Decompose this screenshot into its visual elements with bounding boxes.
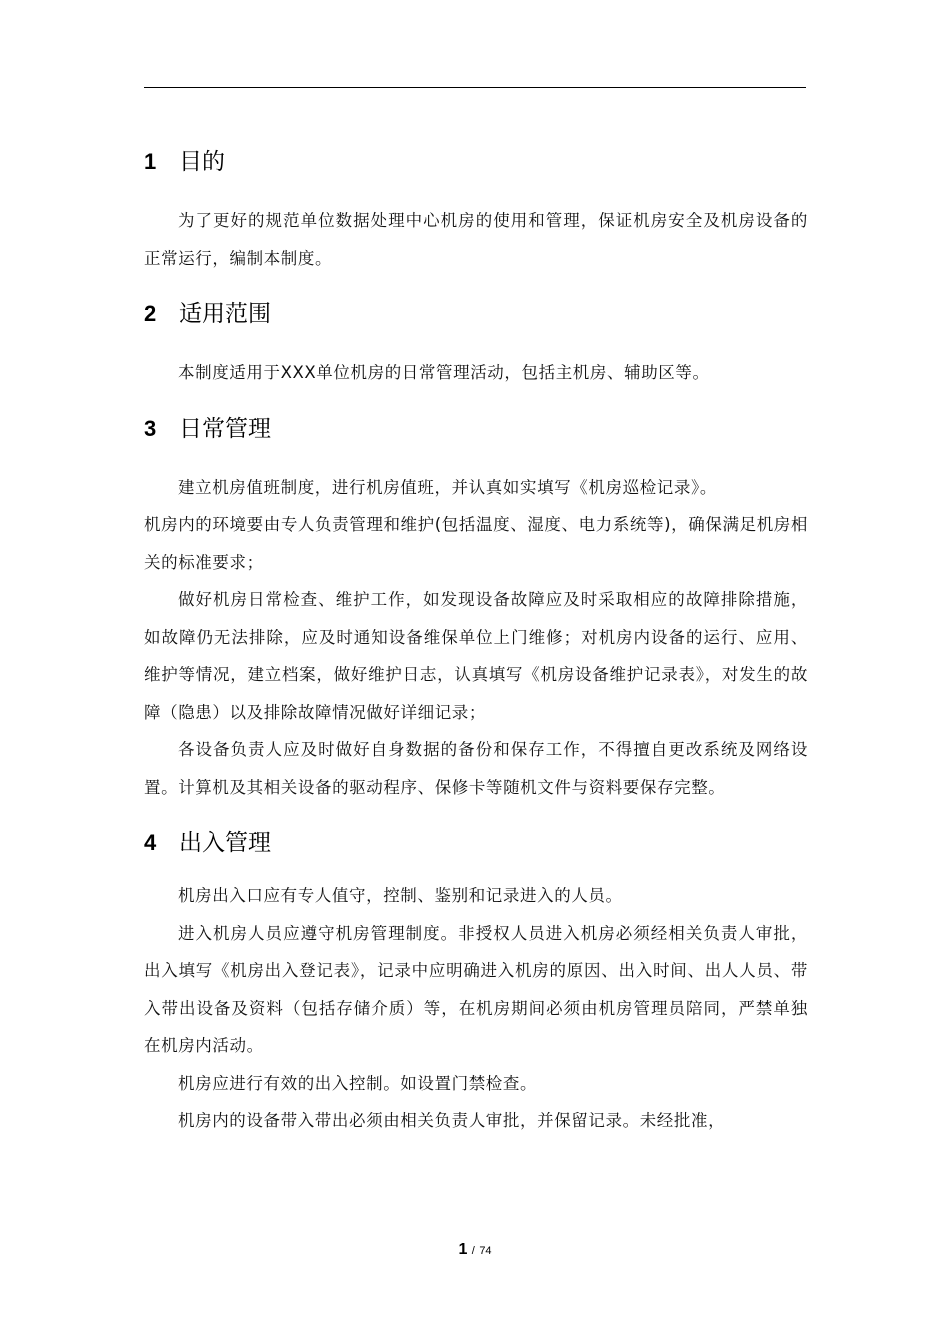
paragraph: 机房出入口应有专人值守，控制、鉴别和记录进入的人员。 [178,886,623,905]
paragraph: 为了更好的规范单位数据处理中心机房的使用和管理，保证机房安全及机房设备的正常运行，编制本制度。 [144,211,808,268]
section-title: 目的 [179,149,225,175]
paragraph: 做好机房日常检查、维护工作，如发现设备故障应及时采取相应的故障排除措施，如故障仍无法排除，应及时通知设备维保单位上门维修；对机房内设备的运行、应用、维护等情况，建立档案，做好维护日志，认真填写《机房设备维护记录表》，对发生的故障（隐患）以及排除故障情况做好详细记录； [144,590,808,722]
section-number: 3 [144,415,157,441]
page-separator: / [471,1245,475,1257]
section-title: 出入管理 [179,830,271,856]
paragraph: 机房应进行有效的出入控制。如设置门禁检查。 [178,1073,538,1093]
section-purpose [144,138,808,290]
section-heading [144,290,808,338]
document-body [144,138,808,1140]
paragraph: 进入机房人员应遵守机房管理制度。非授权人员进入机房必须经相关负责人审批，出入填写《机房出入登记表》，记录中应明确进入机房的原因、出入时间、出人人员、带入带出设备及资料（包括存储介质）等，在机房期间必须由机房管理员陪同，严禁单独在机房内活动。 [144,923,808,1055]
section-heading [144,138,808,186]
paragraph: 机房内的环境要由专人负责管理和维护(包括温度、湿度、电力系统等)，确保满足机房相关的标准要求； [144,515,808,572]
section-heading [144,405,808,453]
header-rule [144,87,806,88]
section-number: 1 [144,149,157,174]
section-title: 适用范围 [179,301,271,327]
section-scope [144,290,808,405]
section-number: 4 [144,830,157,855]
section-daily-management [144,405,808,820]
section-access-management [144,819,808,1140]
page-number [0,1241,950,1259]
section-number: 2 [144,301,157,326]
paragraph: 本制度适用于XXX单位机房的日常管理活动，包括主机房、辅助区等。 [178,363,710,382]
section-title: 日常管理 [179,415,271,442]
paragraph: 机房内的设备带入带出必须由相关负责人审批，并保留记录。未经批准， [178,1111,726,1130]
paragraph: 各设备负责人应及时做好自身数据的备份和保存工作，不得擅自更改系统及网络设置。计算机及其相关设备的驱动程序、保修卡等随机文件与资料要保存完整。 [144,740,808,797]
current-page-number: 1 [458,1241,468,1258]
total-pages: 74 [479,1245,492,1257]
section-heading [144,819,808,867]
paragraph: 建立机房值班制度，进行机房值班，并认真如实填写《机房巡检记录》。 [178,477,717,497]
